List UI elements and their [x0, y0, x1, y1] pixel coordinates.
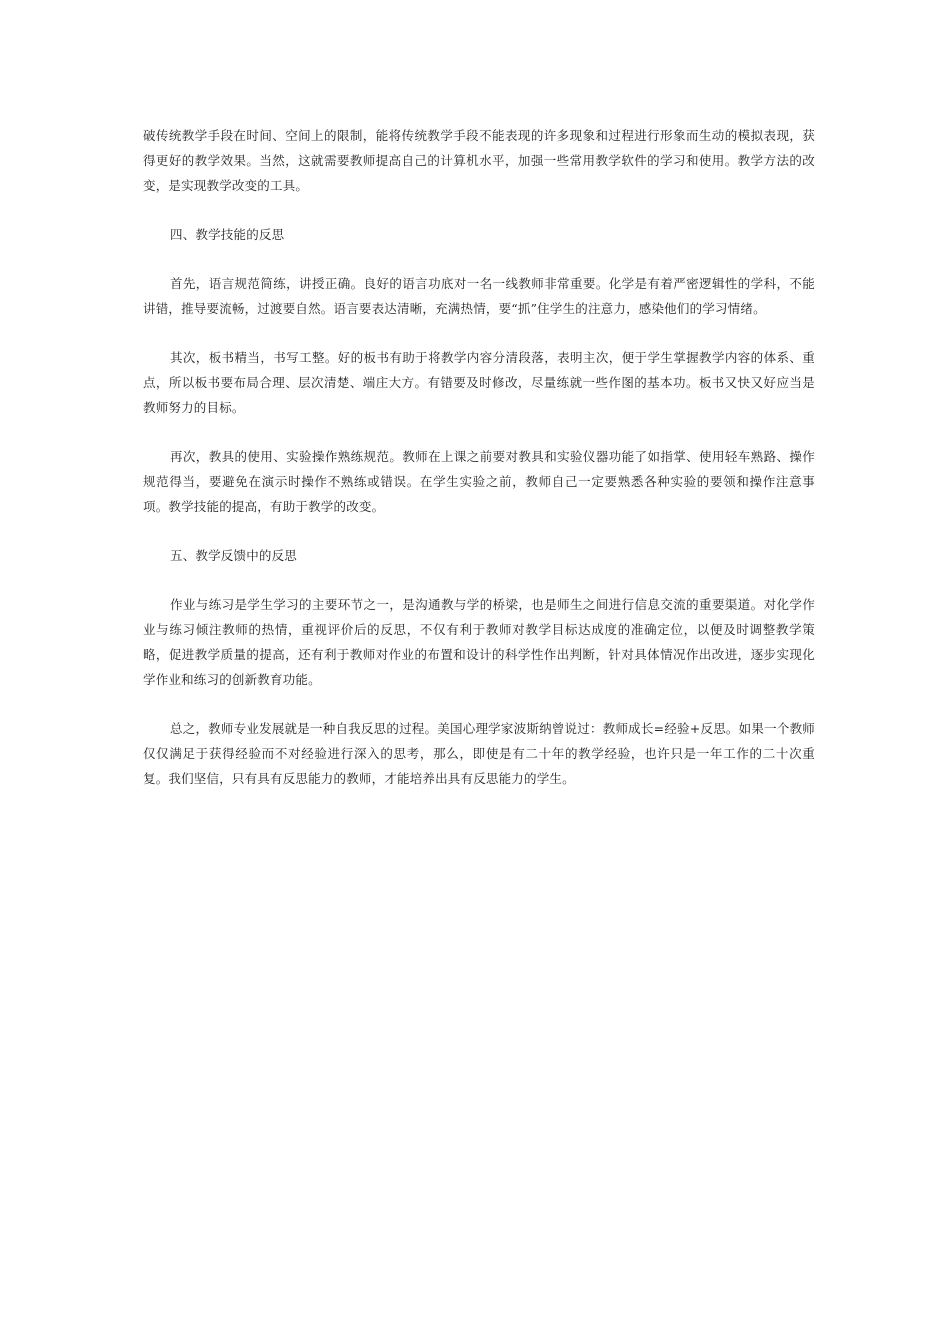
paragraph-blackboard: 其次，板书精当，书写工整。好的板书有助于将教学内容分清段落，表明主次，便于学生掌握教学内容的体系、重点，所以板书要布局合理、层次清楚、端庄大方。有错要及时修改，尽量练就一些作图的基本功。板书又快又好应当是教师努力的目标。 — [143, 350, 815, 415]
paragraph-experiment: 再次，教具的使用、实验操作熟练规范。教师在上课之前要对教具和实验仪器功能了如指掌、使用轻车熟路、操作规范得当，要避免在演示时操作不熟练或错误。在学生实验之前，教师自己一定要熟悉各种实验的要领和操作注意事项。教学技能的提高，有助于教学的改变。 — [143, 449, 815, 514]
paragraph-language: 首先，语言规范简练，讲授正确。良好的语言功底对一名一线教师非常重要。化学是有着严密逻辑性的学科，不能讲错，推导要流畅，过渡要自然。语言要表达清晰，充满热情，要“抓”住学生的注意力，感染他们的学习情绪。 — [143, 276, 815, 316]
paragraph-continuation: 破传统教学手段在时间、空间上的限制，能将传统教学手段不能表现的许多现象和过程进行形象而生动的模拟表现，获得更好的教学效果。当然，这就需要教师提高自己的计算机水平，加强一些常用教学软件的学习和使用。教学方法的改变，是实现教学改变的工具。 — [143, 128, 815, 193]
section-heading-feedback: 五、教学反馈中的反思 — [170, 548, 298, 563]
paragraph-homework: 作业与练习是学生学习的主要环节之一，是沟通教与学的桥梁，也是师生之间进行信息交流的重要渠道。对化学作业与练习倾注教师的热情，重视评价后的反思，不仅有利于教师对教学目标达成度的准确定位，以便及时调整教学策略，促进教学质量的提高，还有利于教师对作业的布置和设计的科学性作出判断，针对具体情况作出改进，逐步实现化学作业和练习的创新教育功能。 — [143, 597, 815, 687]
section-heading-teaching-skills: 四、教学技能的反思 — [170, 227, 285, 242]
document-page — [143, 123, 815, 815]
paragraph-conclusion: 总之，教师专业发展就是一种自我反思的过程。美国心理学家波斯纳曾说过：教师成长=经验+反思。如果一个教师仅仅满足于获得经验而不对经验进行深入的思考，那么，即使是有二十年的教学经验，也许只是一年工作的二十次重复。我们坚信，只有具有反思能力的教师，才能培养出具有反思能力的学生。 — [143, 721, 815, 786]
